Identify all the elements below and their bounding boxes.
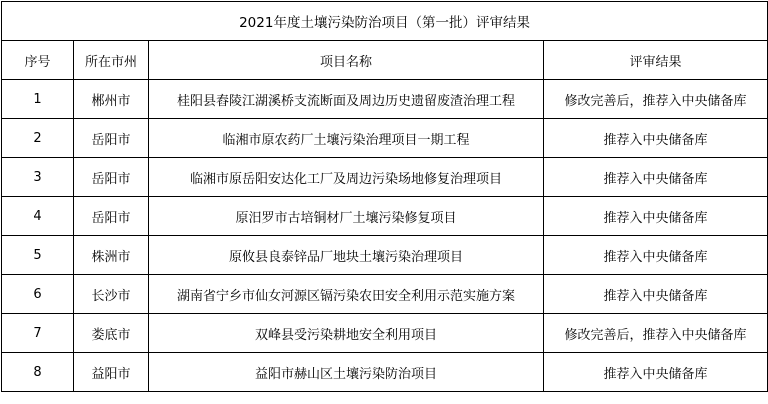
- row-project-name: 双峰县受污染耕地安全利用项目: [149, 314, 544, 353]
- row-no: 1: [2, 80, 74, 119]
- table-row: [2, 275, 768, 314]
- row-city: 长沙市: [74, 275, 149, 314]
- header-no: 序号: [2, 41, 74, 80]
- row-city: 岳阳市: [74, 119, 149, 158]
- header-project-name: 项目名称: [149, 41, 544, 80]
- row-project-name: 桂阳县舂陵江湖溪桥支流断面及周边历史遗留废渣治理工程: [149, 80, 544, 119]
- table-row: [2, 158, 768, 197]
- row-no: 4: [2, 197, 74, 236]
- row-no: 2: [2, 119, 74, 158]
- row-review-result: 修改完善后，推荐入中央储备库: [544, 314, 768, 353]
- row-review-result: 修改完善后，推荐入中央储备库: [544, 80, 768, 119]
- table-title: 2021年度土壤污染防治项目（第一批）评审结果: [2, 2, 768, 41]
- row-city: 娄底市: [74, 314, 149, 353]
- row-project-name: 临湘市原岳阳安达化工厂及周边污染场地修复治理项目: [149, 158, 544, 197]
- row-no: 6: [2, 275, 74, 314]
- row-project-name: 原攸县良泰锌品厂地块土壤污染治理项目: [149, 236, 544, 275]
- table-row: [2, 197, 768, 236]
- title-row: [2, 2, 768, 41]
- header-review-result: 评审结果: [544, 41, 768, 80]
- row-review-result: 推荐入中央储备库: [544, 197, 768, 236]
- row-project-name: 原汨罗市古培铜材厂土壤污染修复项目: [149, 197, 544, 236]
- row-project-name: 湖南省宁乡市仙女河源区镉污染农田安全利用示范实施方案: [149, 275, 544, 314]
- row-city: 郴州市: [74, 80, 149, 119]
- table-row: [2, 314, 768, 353]
- row-city: 株洲市: [74, 236, 149, 275]
- row-city: 岳阳市: [74, 158, 149, 197]
- row-city: 岳阳市: [74, 197, 149, 236]
- row-review-result: 推荐入中央储备库: [544, 119, 768, 158]
- row-no: 5: [2, 236, 74, 275]
- review-results-table: [1, 1, 768, 392]
- table-row: [2, 119, 768, 158]
- row-project-name: 临湘市原农药厂土壤污染治理项目一期工程: [149, 119, 544, 158]
- table-row: [2, 80, 768, 119]
- row-no: 8: [2, 353, 74, 392]
- row-review-result: 推荐入中央储备库: [544, 158, 768, 197]
- row-review-result: 推荐入中央储备库: [544, 353, 768, 392]
- row-no: 3: [2, 158, 74, 197]
- row-review-result: 推荐入中央储备库: [544, 275, 768, 314]
- row-no: 7: [2, 314, 74, 353]
- header-row: [2, 41, 768, 80]
- header-city: 所在市州: [74, 41, 149, 80]
- row-city: 益阳市: [74, 353, 149, 392]
- row-project-name: 益阳市赫山区土壤污染防治项目: [149, 353, 544, 392]
- table-row: [2, 353, 768, 392]
- row-review-result: 推荐入中央储备库: [544, 236, 768, 275]
- table-row: [2, 236, 768, 275]
